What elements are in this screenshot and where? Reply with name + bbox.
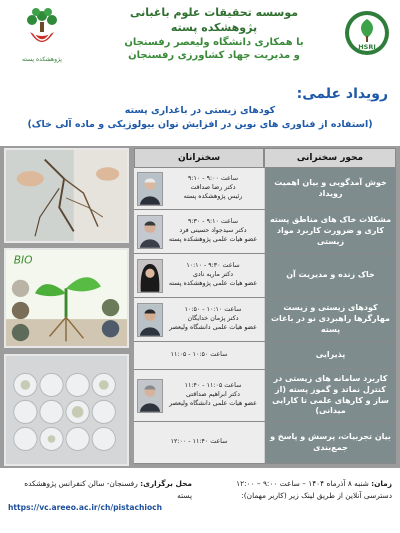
svg-text:BIO: BIO — [13, 254, 33, 267]
speaker-details — [165, 218, 261, 244]
event-title-block — [14, 104, 386, 132]
photo-column — [4, 148, 129, 466]
row-topic: خاک زنده و مدیریت آن — [264, 254, 396, 297]
avatar — [137, 215, 163, 249]
speaker-role: رئیس پژوهشکده پسته — [183, 192, 243, 200]
table-row — [134, 298, 396, 342]
institute-block — [90, 6, 338, 63]
speaker-details — [137, 438, 261, 447]
table-row — [134, 342, 396, 370]
time-label: زمان: — [371, 479, 392, 488]
program-table — [134, 148, 396, 466]
partner-university: با همکاری دانشگاه ولیعصر رفسنجان — [124, 36, 304, 48]
table-row — [134, 168, 396, 210]
speaker-name: دکتر پژمان خدایگان — [187, 315, 239, 323]
roots-photo — [4, 148, 129, 243]
speaker-role: عضو هیات علمی دانشگاه ولیعصر — [169, 399, 257, 407]
session-time: ساعت ۹:۰۰ - ۹:۱۰ — [188, 175, 238, 183]
petri-dishes-photo — [4, 354, 129, 466]
row-speaker — [134, 210, 264, 253]
session-time: ساعت ۹:۳۰ - ۱۰:۱۰ — [186, 262, 240, 270]
speaker-name: دکتر ماریه نادی — [192, 271, 234, 279]
institute-subunit: پژوهشکده پسته — [170, 20, 258, 34]
institute-name: موسسه تحقیقات علوم باغبانی — [129, 6, 299, 19]
time-line — [196, 478, 392, 490]
table-header — [134, 148, 396, 168]
event-label: رویداد علمی: — [296, 86, 388, 102]
row-speaker — [134, 422, 264, 463]
venue-info — [8, 478, 192, 514]
speaker-details — [165, 262, 261, 288]
speaker-role: عضو هیات علمی دانشگاه ولیعصر — [169, 323, 257, 331]
venue-label: محل برگزاری: — [140, 479, 192, 488]
speaker-role: عضو هیات علمی پژوهشکده پسته — [168, 279, 258, 287]
event-subtitle: (استفاده از فناوری های نوین در افزایش توان بیولوژیکی و ماده آلی خاک) — [27, 118, 373, 130]
table-row — [134, 210, 396, 254]
row-speaker — [134, 254, 264, 297]
venue-value: رفسنجان- سالن کنفرانس پژوهشکده پسته — [24, 479, 192, 500]
hsri-logo-text: HSRI — [358, 43, 376, 51]
time-value: شنبه ۸ آذرماه ۱۴۰۴ – ساعت ۹:۰۰ – ۱۲:۰۰ — [236, 479, 369, 488]
avatar — [137, 303, 163, 337]
header — [0, 0, 400, 82]
row-topic: بیان تجربیات، پرسش و پاسخ و جمع‌بندی — [264, 422, 396, 463]
partner-agency: و مدیریت جهاد کشاورزی رفسنجان — [128, 50, 300, 62]
online-meeting-link[interactable]: https://vc.areeo.ac.ir/ch/pistachioch — [8, 502, 163, 512]
left-logo-caption: پژوهشکده پسته — [22, 56, 62, 63]
speaker-details — [165, 382, 261, 408]
event-title: کودهای زیستی در باغداری پسته — [124, 105, 276, 116]
footer — [0, 472, 400, 533]
speaker-details — [165, 306, 261, 332]
avatar — [137, 172, 163, 206]
biofertilizer-illustration — [4, 248, 129, 348]
session-time: ساعت ۱۱:۴۰ - ۱۲:۰۰ — [170, 438, 228, 446]
header-topic: محور سخنرانی — [264, 148, 396, 168]
pistachio-research-logo — [8, 6, 76, 72]
speaker-details — [137, 351, 261, 360]
event-time-info — [196, 478, 392, 502]
hsri-logo — [344, 10, 390, 56]
speaker-role: عضو هیات علمی پژوهشکده پسته — [168, 235, 258, 243]
speaker-name: دکتر رضا صداقت — [190, 184, 236, 192]
pistachio-tree-icon — [20, 6, 64, 50]
row-speaker — [134, 370, 264, 421]
speaker-name: دکتر ابراهیم صداقتی — [186, 391, 240, 399]
row-topic: مشکلات خاک های مناطق پسته کاری و ضرورت کاربرد مواد زیستی — [264, 210, 396, 253]
avatar — [137, 379, 163, 413]
hsri-emblem-icon — [344, 10, 390, 56]
row-topic: خوش آمدگویی و بیان اهمیت رویداد — [264, 168, 396, 209]
venue-line — [8, 478, 192, 502]
online-access-note: دسترسی آنلاین از طریق لینک زیر (کاربر مهمان): — [241, 490, 392, 500]
table-row — [134, 254, 396, 298]
row-topic: کاربرد سامانه های زیستی در کنترل نماتد و گموز پسته (از ساز و کارهای علمی تا کارایی میدانی) — [264, 370, 396, 421]
row-speaker — [134, 168, 264, 209]
session-time: ساعت ۹:۱۰ - ۹:۳۰ — [188, 218, 238, 226]
session-time: ساعت ۱۱:۰۵ - ۱۱:۴۰ — [184, 382, 242, 390]
row-topic: کودهای زیستی و زیست مهارگرها راهبردی نو در باغات پسته — [264, 298, 396, 341]
row-speaker — [134, 342, 264, 369]
session-time: ساعت ۱۰:۱۰ - ۱۰:۵۰ — [184, 306, 242, 314]
avatar — [137, 259, 163, 293]
speaker-details — [165, 175, 261, 201]
speaker-name: دکتر سیدجواد حسینی فرد — [179, 227, 247, 235]
header-speakers: سخنرانان — [134, 148, 264, 168]
row-topic: پذیرایی — [264, 342, 396, 369]
table-row — [134, 422, 396, 464]
session-time: ساعت ۱۰:۵۰ - ۱۱:۰۵ — [170, 351, 228, 359]
row-speaker — [134, 298, 264, 341]
table-row — [134, 370, 396, 422]
